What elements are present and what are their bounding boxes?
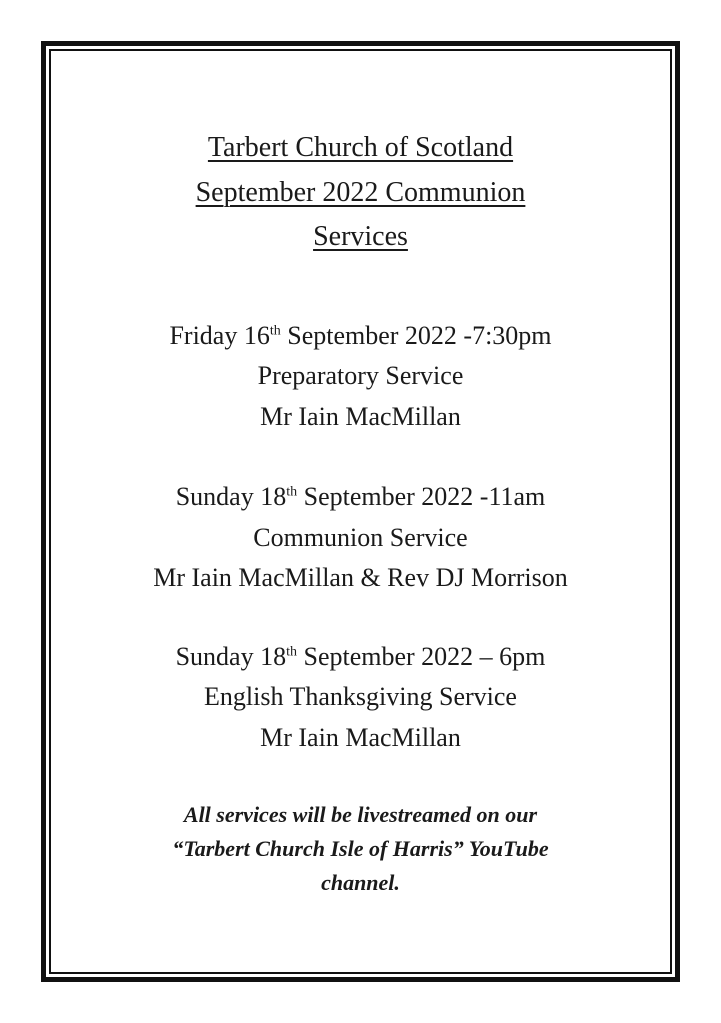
service-datetime: Sunday 18th September 2022 – 6pm — [175, 641, 546, 671]
note-line-3: channel. — [321, 870, 400, 895]
livestream-note — [60, 798, 661, 900]
note-line-1: All services will be livestreamed on our — [183, 802, 538, 827]
title-line-2: September 2022 Communion — [195, 176, 526, 208]
notice-content — [60, 126, 661, 900]
service-datetime: Friday 16th September 2022 -7:30pm — [169, 320, 552, 350]
service-name: Communion Service — [253, 522, 468, 552]
service-ministers: Mr Iain MacMillan — [260, 401, 461, 431]
notice-title — [60, 126, 661, 260]
service-ministers: Mr Iain MacMillan & Rev DJ Morrison — [153, 563, 568, 592]
service-datetime: Sunday 18th September 2022 -11am — [175, 482, 546, 511]
service-friday-preparatory — [60, 316, 661, 438]
note-line-2: “Tarbert Church Isle of Harris” YouTube — [172, 836, 549, 861]
service-sunday-thanksgiving — [60, 637, 661, 759]
service-ministers: Mr Iain MacMillan — [260, 722, 461, 752]
title-line-1: Tarbert Church of Scotland — [207, 132, 514, 163]
service-name: English Thanksgiving Service — [204, 682, 517, 711]
service-name: Preparatory Service — [257, 361, 464, 390]
title-line-3: Services — [313, 221, 408, 252]
service-sunday-communion — [60, 477, 661, 599]
